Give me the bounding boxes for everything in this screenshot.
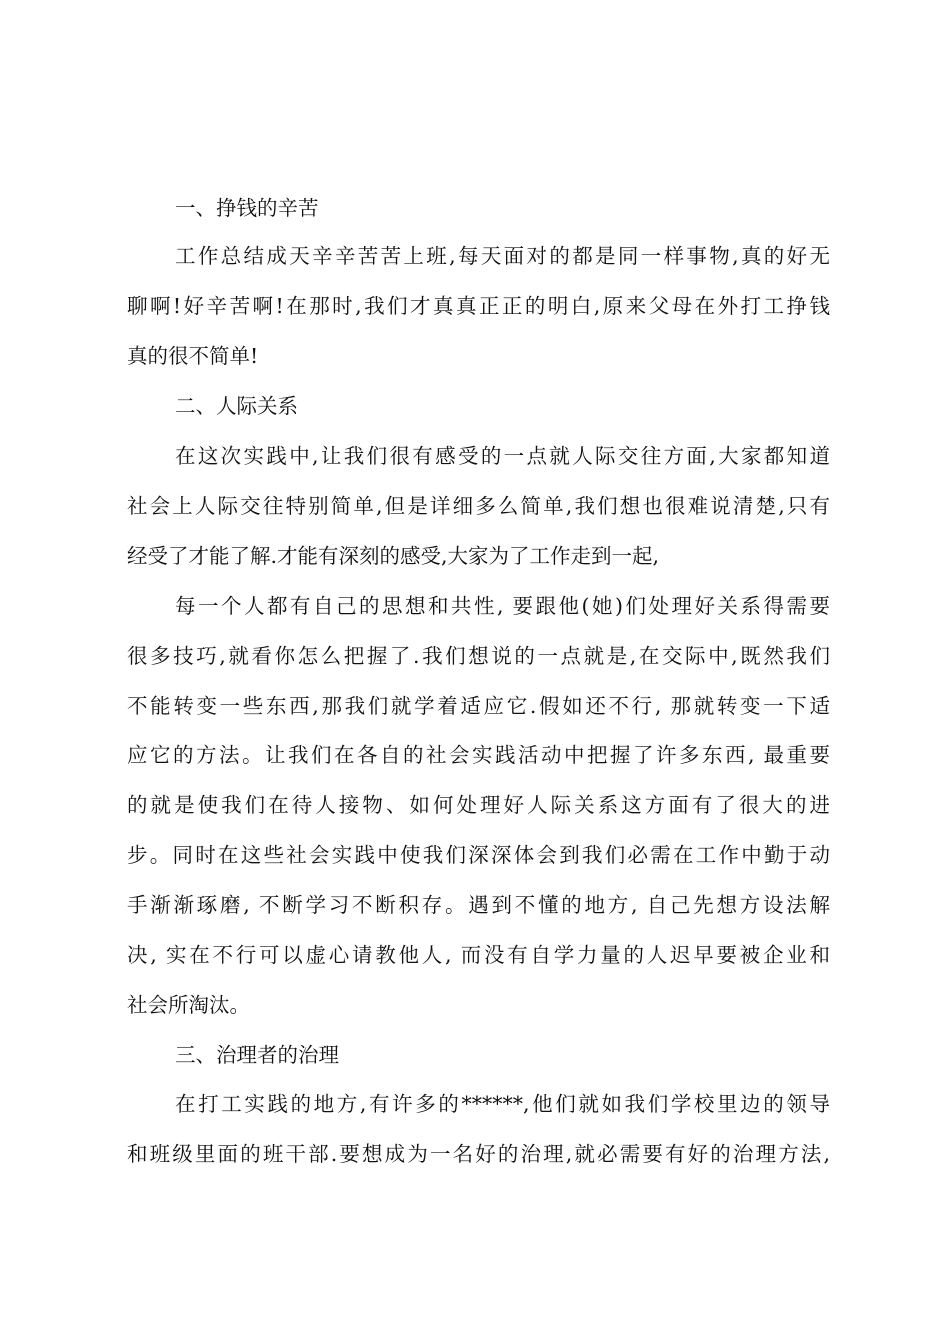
paragraph-line: 应它的方法。让我们在各自的社会实践活动中把握了许多东西, 最重要	[127, 743, 830, 767]
paragraph-line: 聊啊!好辛苦啊!在那时,我们才真真正正的明白,原来父母在外打工挣钱	[127, 294, 830, 318]
paragraph-line: 经受了才能了解.才能有深刻的感受,大家为了工作走到一起,	[127, 544, 660, 568]
paragraph-line: 和班级里面的班干部.要想成为一名好的治理,就必需要有好的治理方法,	[127, 1142, 830, 1166]
paragraph-line: 步。同时在这些社会实践中使我们深深体会到我们必需在工作中勤于动	[127, 843, 830, 867]
paragraph-line: 在打工实践的地方,有许多的******,他们就如我们学校里边的领导	[175, 1092, 830, 1116]
paragraph-line: 很多技巧,就看你怎么把握了.我们想说的一点就是,在交际中,既然我们	[127, 644, 830, 668]
paragraph-line: 工作总结成天辛辛苦苦上班,每天面对的都是同一样事物,真的好无	[175, 244, 830, 268]
paragraph-line: 不能转变一些东西,那我们就学着适应它.假如还不行, 那就转变一下适	[127, 694, 830, 718]
paragraph-line: 每一个人都有自己的思想和共性, 要跟他(她)们处理好关系得需要	[175, 594, 830, 618]
section-heading-1: 一、挣钱的辛苦	[175, 196, 319, 220]
section-heading-3: 三、治理者的治理	[175, 1043, 339, 1067]
paragraph-line: 真的很不简单!	[127, 344, 259, 368]
paragraph-line: 社会所淘汰。	[127, 993, 250, 1017]
paragraph-line: 在这次实践中,让我们很有感受的一点就人际交往方面,大家都知道	[175, 444, 830, 468]
paragraph-line: 社会上人际交往特别简单,但是详细多么简单,我们想也很难说清楚,只有	[127, 494, 830, 518]
paragraph-line: 手渐渐琢磨, 不断学习不断积存。遇到不懂的地方, 自己先想方设法解	[127, 893, 830, 917]
section-heading-2: 二、人际关系	[175, 394, 298, 418]
paragraph-line: 的就是使我们在待人接物、如何处理好人际关系这方面有了很大的进	[127, 793, 830, 817]
paragraph-line: 决, 实在不行可以虚心请教他人, 而没有自学力量的人迟早要被企业和	[127, 943, 830, 967]
